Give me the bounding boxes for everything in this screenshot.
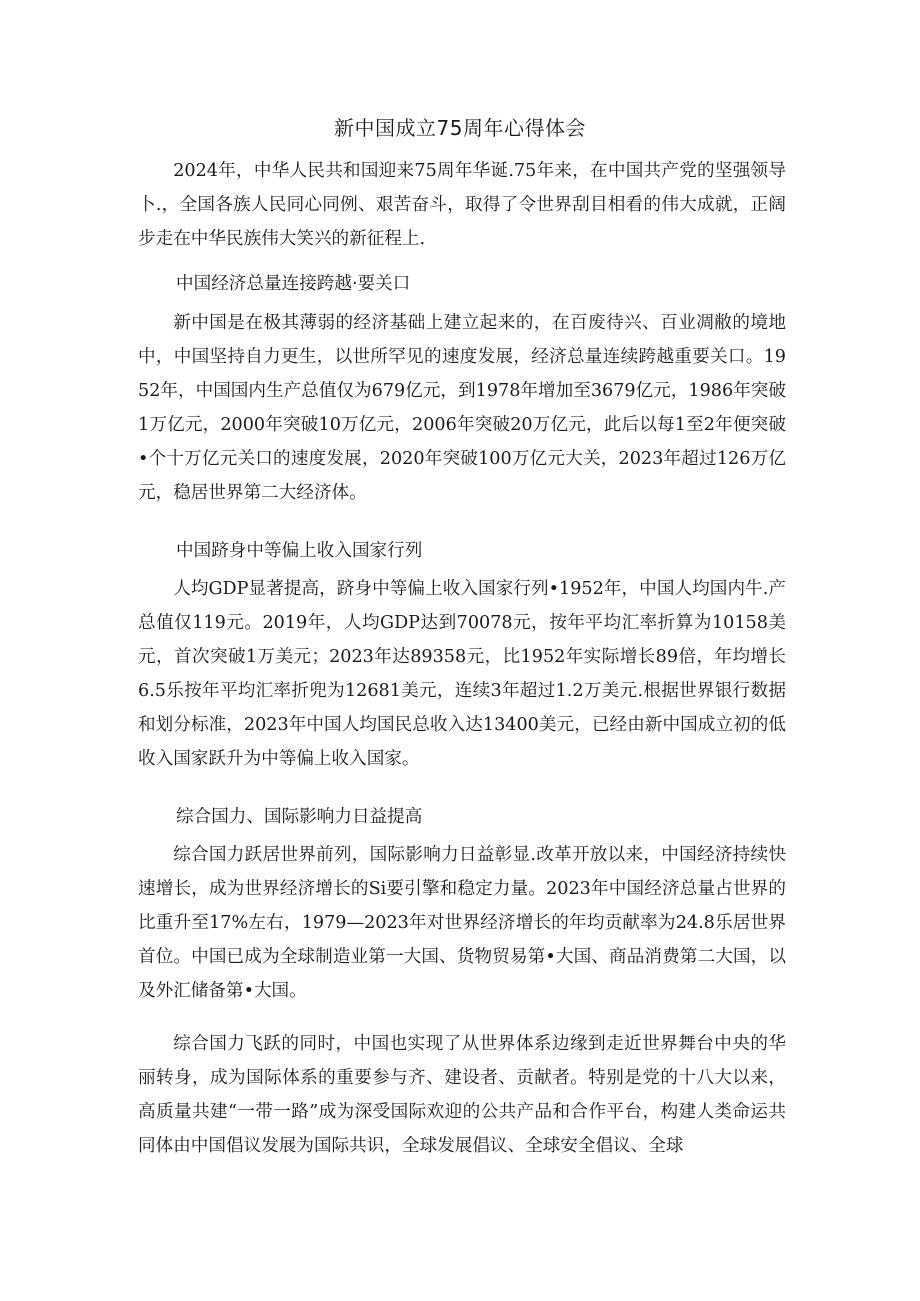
paragraph: 综合国力跃居世界前列，国际影响力日益彰显.改革开放以来，中国经济持续快速增长，成为世界经济增长的Si要引擎和稳定力量。2023年中国经济总量占世界的比重升至17%左右，1979—2023年对世界经济增长的年均贡献率为24.8乐居世界首位。中国已成为全球制造业第一大国、货物贸易第•大国、商品消费第二大国，以及外汇储备第•大国。 [138, 845, 786, 1001]
paragraph: 新中国是在极其薄弱的经济基础上建立起来的，在百废待兴、百业凋敝的境地中，中国坚持自力更生，以世所罕见的速度发展，经济总量连续跨越重要关口。1952年，中国国内生产总值仅为679亿元，到1978年增加至3679亿元，1986年突破1万亿元，2000年突破10万亿元，2006年突破20万亿元，此后以每1至2年便突破•个十万亿元关口的速度发展，2020年突破100万亿元大关，2023年超过126万亿元，稳居世界第二大经济体。 [138, 313, 786, 503]
section-body-income [138, 572, 786, 776]
section-body-influence-1 [138, 838, 786, 1008]
section-heading-income: 中国跻身中等偏上收入国家行列 [176, 541, 423, 561]
paragraph: 综合国力飞跃的同时，中国也实现了从世界体系边缘到走近世界舞台中央的华丽转身，成为国际体系的重要参与齐、建设者、贡献者。特别是党的十八大以来，高质量共建“一带一路”成为深受国际欢迎的公共产品和合作平台，构建人类命运共同体由中国倡议发展为国际共识，全球发展倡议、全球安全倡议、全球 [138, 1034, 786, 1156]
intro-block [138, 154, 786, 256]
document-title: 新中国成立75周年心得体会 [334, 116, 586, 140]
section-heading-influence: 综合国力、国际影响力日益提高 [176, 807, 423, 827]
section-body-influence-2 [138, 1027, 786, 1163]
intro-paragraph: 2024年，中华人民共和国迎来75周年华诞.75年来，在中国共产党的坚强领导卜.，全国各族人民同心同例、艰苦奋斗，取得了令世界刮目相看的伟大成就，正阔步走在中华民族伟大笑兴的新征程上. [138, 161, 786, 249]
section-body-economy [138, 306, 786, 510]
paragraph: 人均GDP显著提高，跻身中等偏上收入国家行列•1952年，中国人均国内牛.产总值仅119元。2019年，人均GDP达到70078元，按年平均汇率折算为10158美元，首次突破1万美元；2023年达89358元，比1952年实际增长89倍，年均增长6.5乐按年平均汇率折兜为12681美元，连续3年超过1.2万美元.根据世界银行数据和划分标准，2023年中国人均国民总收入达13400美元，已经由新中国成立初的低收入国家跃升为中等偏上收入国家。 [138, 579, 786, 769]
section-heading-economy: 中国经济总量连接跨越·要关口 [176, 274, 411, 294]
